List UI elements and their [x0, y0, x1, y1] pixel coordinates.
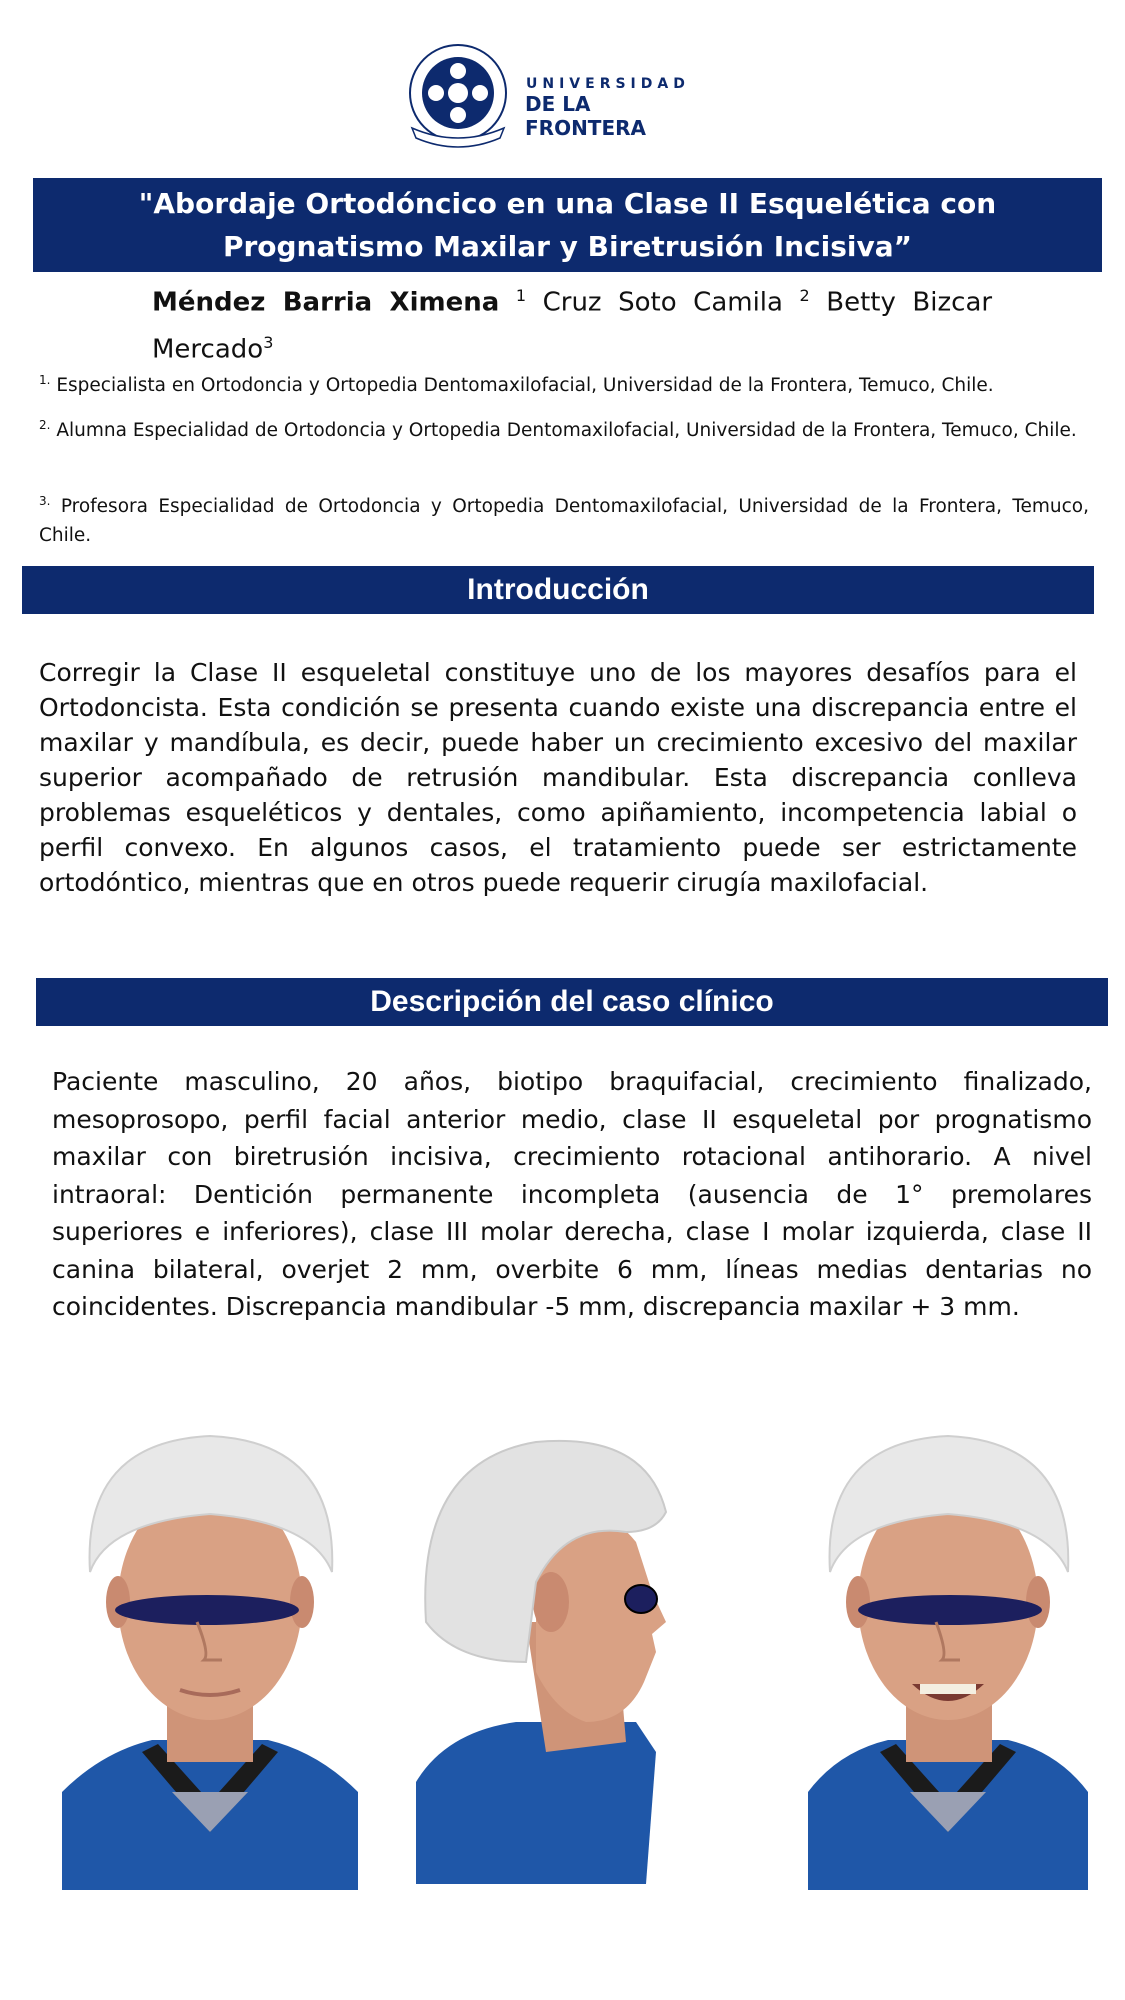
university-seal-icon [398, 38, 518, 148]
affiliation-1 [39, 366, 1089, 400]
photo-frontal-face [62, 1422, 358, 1890]
author-3: Betty Bizcar Mercado [152, 287, 993, 365]
logo-line2: DE LA FRONTERA [525, 92, 646, 140]
title-band [33, 178, 1102, 272]
photo-profile-face [416, 1422, 716, 1884]
affiliation-3-mark: 3. [39, 494, 51, 508]
affiliation-2-text: Alumna Especialidad de Ortodoncia y Ortopedia Dentomaxilofacial, Universidad de la Frontera, Temuco, Chile. [56, 420, 1077, 442]
case-paragraph: Paciente masculino, 20 años, biotipo braquifacial, crecimiento finalizado, mesoprosopo, perfil facial anterior medio, clase II esqueletal por prognatismo maxilar con biretrusión incisiva, crecimiento rotacional antihorario. A nivel intraoral: Dentición permanente incompleta (ausencia de 1° premolares superiores e inferiores), clase III molar derecha, clase I molar izquierda, clase II canina bilateral, overjet 2 mm, overbite 6 mm, líneas medias dentarias no coincidentes. Discrepancia mandibular -5 mm, discrepancia maxilar + 3 mm. [52, 1067, 1092, 1321]
author-2-mark: 2 [799, 286, 810, 305]
affiliation-2 [39, 411, 1089, 445]
introduction-paragraph: Corregir la Clase II esqueletal constituye uno de los mayores desafíos para el Ortodoncista. Esta condición se presenta cuando existe una discrepancia entre el maxilar y mandíbula, es decir, puede haber un crecimiento excesivo del maxilar superior acompañado de retrusión mandibular. Esta discrepancia conlleva problemas esqueléticos y dentales, como apiñamiento, incompetencia labial o perfil convexo. En algunos casos, el tratamiento puede ser estrictamente ortodóntico, mientras que en otros puede requerir cirugía maxilofacial. [39, 658, 1077, 897]
affiliation-3-text: Profesora Especialidad de Ortodoncia y Ortopedia Dentomaxilofacial, Universidad de la Frontera, Temuco, Chile. [39, 496, 1089, 547]
affiliation-2-mark: 2. [39, 418, 51, 432]
logo-line1: UNIVERSIDAD [526, 76, 690, 92]
poster-title: "Abordaje Ortodóncico en una Clase II Esquelética con Prognatismo Maxilar y Biretrusión Incisiva” [138, 187, 997, 263]
author-1-mark: 1 [515, 286, 527, 305]
author-2: Cruz Soto Camila [542, 287, 783, 318]
author-list [152, 276, 992, 369]
photo-smiling-face [808, 1422, 1088, 1890]
author-1: Méndez Barria Ximena [152, 287, 500, 318]
author-3-mark: 3 [263, 332, 274, 352]
affiliation-3 [39, 487, 1089, 550]
university-logo [398, 38, 708, 148]
section-header-case: Descripción del caso clínico [36, 978, 1108, 1026]
affiliation-1-mark: 1. [39, 373, 51, 387]
affiliation-1-text: Especialista en Ortodoncia y Ortopedia Dentomaxilofacial, Universidad de la Frontera, Temuco, Chile. [56, 375, 994, 397]
section-header-introduction: Introducción [22, 566, 1094, 614]
